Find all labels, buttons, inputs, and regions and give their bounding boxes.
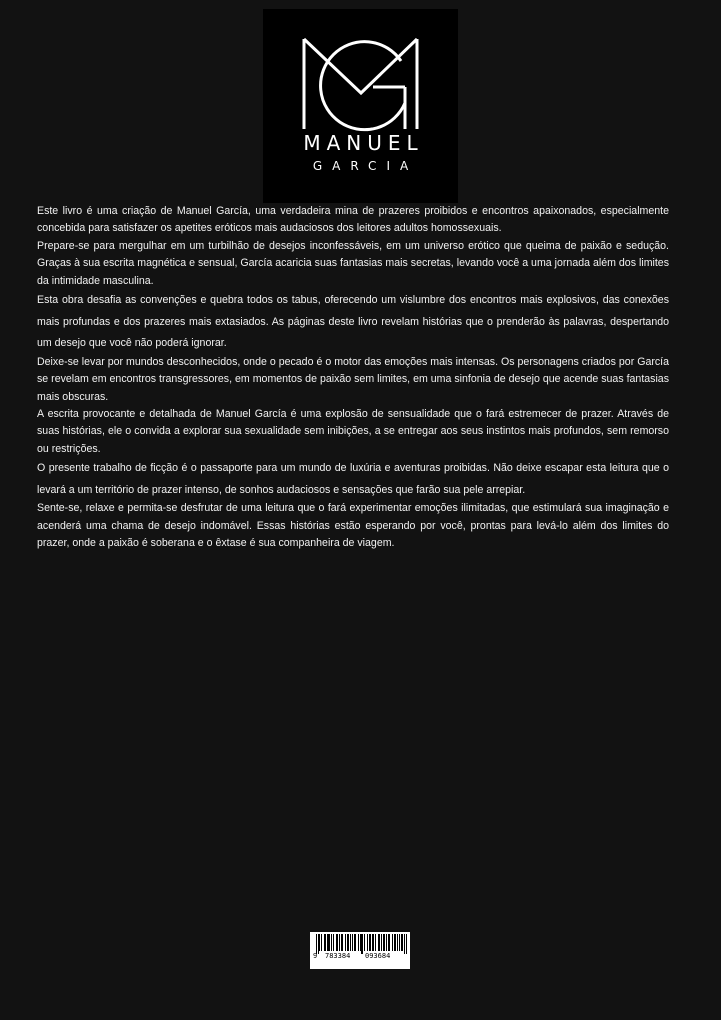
barcode-lead-digit: 9 [313, 952, 318, 960]
barcode-bar [333, 934, 334, 951]
barcode-bar [337, 934, 338, 951]
barcode-bar [406, 934, 407, 954]
isbn-barcode [310, 932, 410, 969]
blurb-paragraph: Deixe-se levar por mundos desconhecidos, onde o pecado é o motor das emoções mais intensas. Os personagens criados por García se revelam em encontros transgressores, em momentos de paixão sem limites, em uma sinfonia de desejo que acende suas fantasias mais obscuras. [37, 355, 669, 403]
barcode-right-digits: 093684 [365, 952, 391, 960]
barcode-bar [327, 934, 328, 951]
author-first-name: MANUEL [303, 131, 424, 155]
barcode-bar [355, 934, 356, 951]
barcode-bar [367, 934, 368, 951]
barcode-bar [402, 934, 403, 951]
blurb-paragraph: Esta obra desafia as convenções e quebra todos os tabus, oferecendo um vislumbre dos encontros mais explosivos, das conexões mais profundas e dos prazeres mais extasiados. As páginas deste livro revelam histórias que o prenderão às palavras, despertando um desejo que você não poderá ignorar. [37, 294, 669, 350]
barcode-icon [310, 932, 410, 954]
barcode-left-digits: 783384 [325, 952, 351, 960]
barcode-bar [404, 934, 405, 954]
barcode-bar [354, 934, 355, 951]
back-cover-blurb [37, 203, 669, 553]
barcode-bar [321, 934, 322, 951]
barcode-bar [347, 934, 348, 951]
barcode-bar [325, 934, 326, 951]
barcode-bar [318, 934, 319, 954]
barcode-bar [316, 934, 317, 954]
barcode-bar [329, 934, 330, 951]
barcode-bar [378, 934, 379, 951]
barcode-bar [319, 934, 320, 951]
barcode-bar [341, 934, 342, 951]
barcode-bar [384, 934, 385, 951]
barcode-bar [336, 934, 337, 951]
barcode-bar [394, 934, 395, 951]
barcode-bar [399, 934, 400, 951]
barcode-bar [395, 934, 396, 951]
barcode-bar [401, 934, 402, 951]
blurb-paragraph: Prepare-se para mergulhar em um turbilhão de desejos inconfessáveis, em um universo erótico que queima de paixão e sedução. Graças à sua escrita magnética e sensual, García acaricia suas fantasias mais secretas, levando você a uma jornada além dos limites da intimidade masculina. [37, 239, 669, 287]
barcode-bar [379, 934, 380, 951]
barcode-bar [324, 934, 325, 951]
blurb-paragraph: Sente-se, relaxe e permita-se desfrutar de uma leitura que o fará experimentar emoções ilimitadas, que estimulará sua imaginação e acenderá uma chama de desejo indomável. Essas histórias estão esperando por você, prontas para levá-lo além dos limites do prazer, onde a paixão é soberana e o êxtase é sua companheira de viagem. [37, 502, 669, 550]
barcode-bar [392, 934, 393, 951]
barcode-bar [389, 934, 390, 951]
barcode-bar [352, 934, 353, 951]
barcode-bar [362, 934, 363, 954]
author-last-name: GARCIA [312, 159, 419, 173]
mg-monogram-icon [301, 37, 421, 133]
barcode-bar [360, 934, 361, 951]
barcode-bar [373, 934, 374, 951]
barcode-bar [383, 934, 384, 951]
barcode-bar [350, 934, 351, 951]
barcode-bar [397, 934, 398, 951]
barcode-bar [364, 934, 365, 951]
barcode-bar [370, 934, 371, 951]
author-logo [263, 9, 458, 203]
blurb-paragraph: A escrita provocante e detalhada de Manuel García é uma explosão de sensualidade que o fará estremecer de prazer. Através de suas histórias, ele o convida a explorar sua sexualidade sem inibições, a se entregar aos seus instintos mais profundos, sem remorso ou restrições. [37, 408, 669, 455]
blurb-paragraph: O presente trabalho de ficção é o passaporte para um mundo de luxúria e aventuras proibidas. Não deixe escapar esta leitura que o levará a um território de prazer intenso, de sonhos audaciosos e sensações que farão sua pele arrepiar. [37, 462, 669, 496]
barcode-bar [381, 934, 382, 951]
barcode-bar [348, 934, 349, 951]
barcode-bar [342, 934, 343, 951]
barcode-bar [358, 934, 359, 951]
blurb-paragraph: Este livro é uma criação de Manuel García, uma verdadeira mina de prazeres proibidos e encontros apaixonados, especialmente concebida para satisfazer os apetites eróticos mais audaciosos dos leitores adultos homossexuais. [37, 205, 669, 235]
barcode-bar [345, 934, 346, 951]
barcode-bar [369, 934, 370, 951]
barcode-bar [339, 934, 340, 951]
barcode-bar [375, 934, 376, 951]
barcode-bar [331, 934, 332, 951]
barcode-bar [328, 934, 329, 951]
barcode-bar [372, 934, 373, 951]
barcode-bar [388, 934, 389, 951]
barcode-bar [386, 934, 387, 951]
barcode-bar [361, 934, 362, 954]
